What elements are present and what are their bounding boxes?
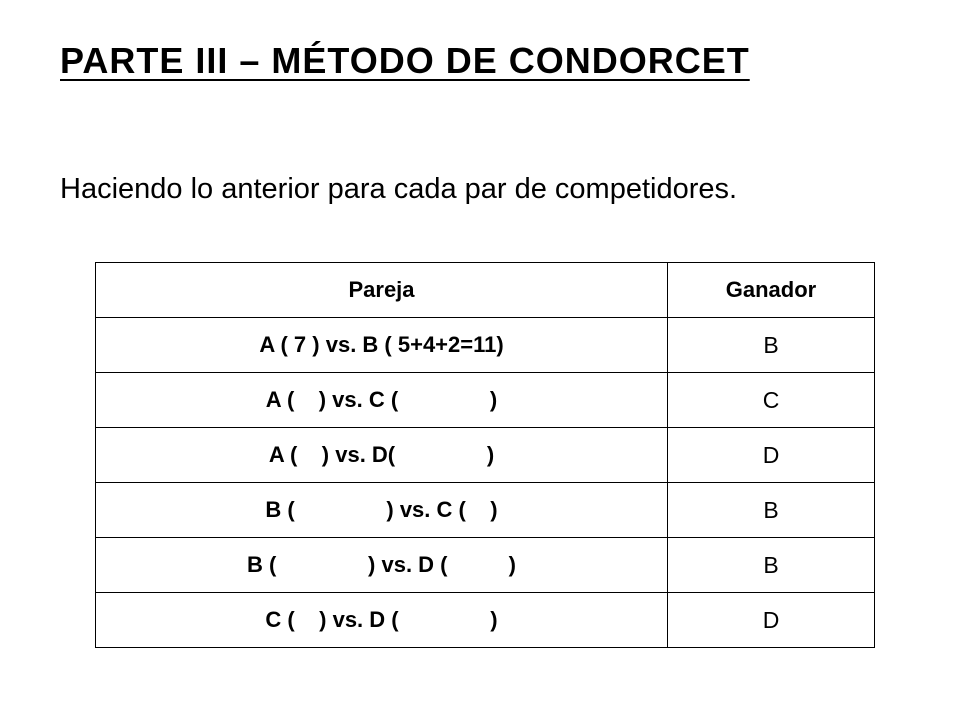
- winner-cell: D: [668, 593, 875, 648]
- table-row: [96, 538, 875, 593]
- pair-header: Pareja: [96, 263, 668, 318]
- pair-cell: [96, 428, 668, 483]
- pair-text: C ( ) vs. D ( ): [265, 607, 498, 632]
- pair-cell: [96, 538, 668, 593]
- table-header-row: [96, 263, 875, 318]
- winner-cell: B: [668, 538, 875, 593]
- pair-cell: [96, 593, 668, 648]
- pair-cell: [96, 318, 668, 373]
- table-row: [96, 428, 875, 483]
- pair-text: B ( ) vs. D ( ): [247, 552, 516, 577]
- pair-text: A ( ) vs. C ( ): [265, 387, 498, 412]
- table-row: [96, 593, 875, 648]
- winner-cell: B: [668, 318, 875, 373]
- winner-cell: D: [668, 428, 875, 483]
- condorcet-table: [95, 262, 875, 648]
- pair-text: A ( 7 ) vs. B ( 5+4+2=11): [259, 332, 504, 357]
- pair-cell: [96, 373, 668, 428]
- intro-text: Haciendo lo anterior para cada par de competidores.: [60, 173, 738, 205]
- table-row: [96, 318, 875, 373]
- winner-cell: B: [668, 483, 875, 538]
- pair-text: B ( ) vs. C ( ): [265, 497, 498, 522]
- winner-header: Ganador: [668, 263, 875, 318]
- pair-cell: [96, 483, 668, 538]
- table-row: [96, 373, 875, 428]
- pair-text: A ( ) vs. D( ): [268, 442, 495, 467]
- slide-title: PARTE III – MÉTODO DE CONDORCET: [60, 40, 750, 81]
- winner-cell: C: [668, 373, 875, 428]
- table-row: [96, 483, 875, 538]
